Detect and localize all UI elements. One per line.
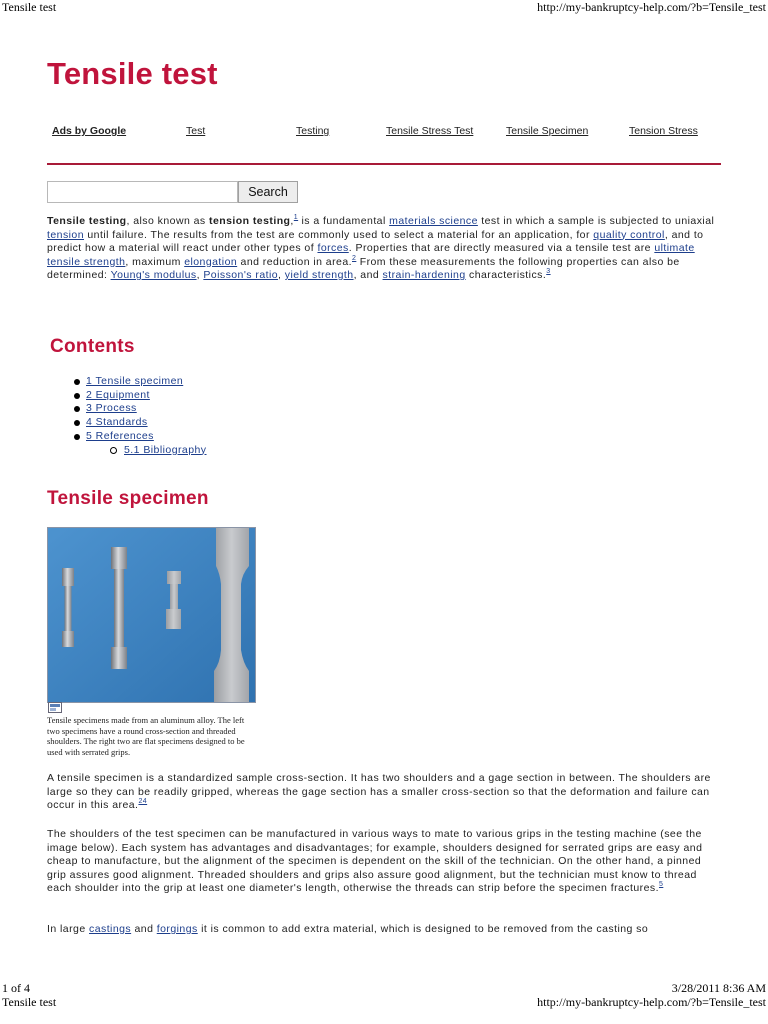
bullet-icon <box>74 393 80 399</box>
print-footer-title: Tensile test <box>2 995 57 1009</box>
link-tension[interactable]: tension <box>47 228 85 241</box>
intro-text: and reduction in area. <box>237 255 352 268</box>
toc-item <box>74 416 207 430</box>
intro-text: . Properties that are directly measured via a tensile test are <box>348 242 655 254</box>
toc-link-tensile-specimen[interactable]: 1 Tensile specimen <box>86 375 184 387</box>
paragraph-text: A tensile specimen is a standardized sample cross-section. It has two shoulders and a gage section in between. The shoulders are large so they can be readily gripped, whereas the gage section has a smaller cross-section so that the deformation and failure can occur in this area. <box>47 772 711 811</box>
link-poissons-ratio[interactable]: Poisson's ratio <box>203 269 279 281</box>
link-ultimate-tensile-strength[interactable]: ultimate tensile strength <box>47 242 695 268</box>
intro-text: , maximum <box>125 255 185 268</box>
term-tension-testing: tension testing <box>209 215 291 227</box>
photo-caption: Tensile specimens made from an aluminum alloy. The left two specimens have a round cross-section and threaded shoulders. The right two are flat specimens designed to be used with serrated grips. <box>47 715 245 758</box>
intro-text: , also known as <box>126 215 209 227</box>
toc-link-standards[interactable]: 4 Standards <box>86 416 148 429</box>
bullet-icon <box>74 434 80 440</box>
intro-text: characteristics. <box>465 269 547 281</box>
ad-link-tensile-specimen[interactable]: Tensile Specimen <box>506 125 589 137</box>
specimen-paragraph-1 <box>47 772 719 813</box>
intro-paragraph <box>47 215 719 283</box>
bullet-icon <box>74 379 80 385</box>
link-materials-science[interactable]: materials science <box>389 215 478 227</box>
specimen-paragraph-3 <box>47 923 719 937</box>
intro-text: , <box>196 269 204 281</box>
link-forces[interactable]: forces <box>317 242 349 254</box>
toc-link-references[interactable]: 5 References <box>86 429 154 442</box>
reference-link-24[interactable]: 24 <box>138 798 148 805</box>
intro-text: test in which a sample is subjected to uniaxial <box>477 215 715 227</box>
link-youngs-modulus[interactable]: Young's modulus <box>110 269 197 281</box>
intro-text: , and to predict how a material will react under other types of <box>47 228 704 254</box>
table-of-contents <box>74 375 207 457</box>
paragraph-text: In large <box>47 923 89 935</box>
reference-link-5[interactable]: 5 <box>658 881 664 888</box>
toc-item <box>74 389 207 403</box>
intro-text: , <box>290 215 294 227</box>
link-strain-hardening[interactable]: strain-hardening <box>382 269 466 281</box>
paragraph-text: it is common to add extra material, which is designed to be removed from the casting so <box>197 923 649 935</box>
paragraph-text: and <box>131 923 157 935</box>
link-forgings[interactable]: forgings <box>156 923 198 935</box>
expand-image-icon[interactable] <box>48 702 62 713</box>
contents-heading: Contents <box>50 336 135 357</box>
toc-link-process[interactable]: 3 Process <box>86 402 137 415</box>
ad-link-tension-stress[interactable]: Tension Stress <box>629 125 698 137</box>
print-footer-url: http://my-bankruptcy-help.com/?b=Tensile_test <box>537 995 766 1009</box>
link-elongation[interactable]: elongation <box>184 255 238 268</box>
ad-link-test[interactable]: Test <box>186 125 206 137</box>
specimen-paragraph-2 <box>47 828 719 896</box>
header-divider <box>47 163 721 165</box>
term-tensile-testing: Tensile testing <box>47 215 127 227</box>
hollow-bullet-icon <box>110 447 117 454</box>
page-title: Tensile test <box>47 56 218 91</box>
intro-text: until failure. The results from the test are commonly used to select a material for an application, for <box>84 228 594 241</box>
toc-subitem <box>74 444 207 458</box>
ads-by-google-link[interactable]: Ads by Google <box>52 125 127 137</box>
search-input[interactable] <box>47 181 238 203</box>
specimen-photo[interactable] <box>47 527 256 703</box>
reference-link-1[interactable]: 1 <box>293 214 299 221</box>
print-header-title: Tensile test <box>2 0 57 14</box>
print-footer-datetime: 3/28/2011 8:36 AM <box>671 981 766 995</box>
link-quality-control[interactable]: quality control <box>593 228 665 241</box>
bullet-icon <box>74 420 80 426</box>
link-castings[interactable]: castings <box>89 923 132 935</box>
toc-link-bibliography[interactable]: 5.1 Bibliography <box>124 443 207 456</box>
toc-item <box>74 430 207 444</box>
intro-text: , and <box>353 269 383 281</box>
print-header-url: http://my-bankruptcy-help.com/?b=Tensile_test <box>537 0 766 14</box>
toc-link-equipment[interactable]: 2 Equipment <box>86 388 150 401</box>
ad-link-testing[interactable]: Testing <box>296 125 330 137</box>
ad-link-tensile-stress-test[interactable]: Tensile Stress Test <box>386 125 474 137</box>
reference-link-2[interactable]: 2 <box>352 254 357 262</box>
toc-item <box>74 375 207 389</box>
intro-text: From these measurements the following properties can also be determined: <box>47 255 680 281</box>
search-button[interactable]: Search <box>238 181 298 203</box>
link-yield-strength[interactable]: yield strength <box>284 269 354 281</box>
bullet-icon <box>74 406 80 412</box>
intro-text: , <box>278 269 285 281</box>
intro-text: is a fundamental <box>298 215 390 227</box>
reference-link-3[interactable]: 3 <box>546 268 551 275</box>
toc-item <box>74 402 207 416</box>
paragraph-text: The shoulders of the test specimen can be manufactured in various ways to mate to various grips in the testing machine (see the image below). Each system has advantages and disadvantages; for example, shoulders designed for serrated grips are easy and cheap to manufacture, but the alignment of the specimen is dependent on the skill of the technician. On the other hand, a pinned grip assures good alignment. Threaded shoulders and grips also assure good alignment, but the technician must know to thread each shoulder into the grip at least one diameter's length, otherwise the threads can strip before the specimen fractures. <box>47 828 703 894</box>
print-footer-page-number: 1 of 4 <box>2 981 30 995</box>
tensile-specimen-heading: Tensile specimen <box>47 488 209 509</box>
